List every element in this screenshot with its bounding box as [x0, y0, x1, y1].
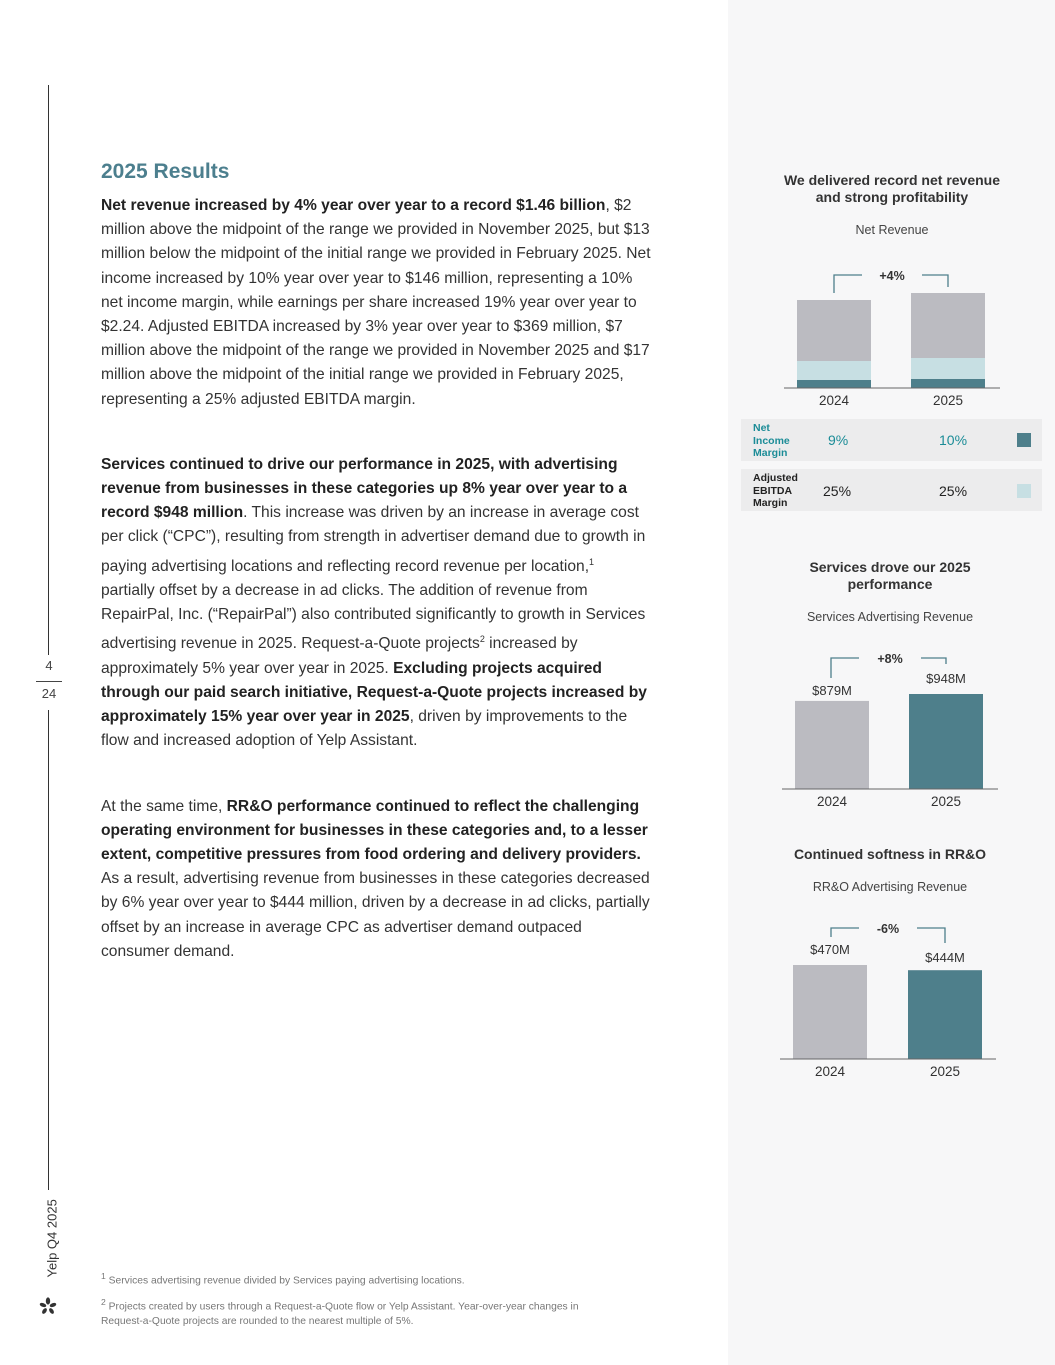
chart1-subtitle: Net Revenue — [855, 223, 929, 237]
chart1-title: We delivered record net revenue and strong profitability — [783, 172, 1001, 205]
p2-bold1: Services continued to drive our performance in 2025, with advertising revenue from businesses in these categories up 8% year over year to a record $948 million — [101, 455, 628, 522]
footnote-2: $^2$ Projects created by users through a Request-a-Quote flow or Yelp Assistant. Year-over-year changes in Request-a-Quote projects are rounded to the nearest multiple of 5%. — [101, 1297, 579, 1327]
net-income-margin-2024: 9% — [828, 432, 849, 448]
footnote-1: $^1$ Services advertising revenue divided by Services paying advertising locations. — [101, 1271, 465, 1287]
net-income-margin-2025: 10% — [939, 432, 968, 448]
footnotes — [101, 1269, 621, 1336]
chart1-bar-2025-base — [911, 379, 985, 388]
paragraph-services — [101, 453, 651, 754]
chart3-title: Continued softness in RR&O — [793, 846, 987, 862]
chart2-bracket-right — [921, 658, 946, 664]
page-current: 4 — [45, 658, 53, 673]
p2-text3: increased by approximately 5% year over year in 2025. — [101, 635, 578, 677]
footnote-ref-1: 1 — [589, 556, 595, 567]
chart2-bracket-left — [831, 658, 859, 678]
section-title: 2025 Results — [101, 160, 230, 183]
chart1-bar-2024-mid — [797, 361, 871, 380]
chart2-services — [770, 640, 1010, 815]
adjusted-ebitda-margin-2024: 25% — [823, 483, 852, 499]
paragraph-rro — [101, 795, 651, 964]
chart1-bracket-left — [834, 275, 862, 293]
chart1-bracket-right — [922, 275, 948, 287]
page-divider — [36, 681, 62, 682]
footnote-ref-2: 2 — [479, 634, 485, 645]
chart1-bar-2025-mid — [911, 358, 985, 379]
chart3-xtick-2024: 2024 — [814, 1064, 846, 1079]
chart3-bracket-right — [917, 928, 945, 943]
p3-text1: At the same time, — [101, 797, 227, 815]
adjusted-ebitda-margin-2025: 25% — [939, 483, 968, 499]
chart3-rro — [770, 910, 1010, 1085]
p2-text4: , driven by improvements to the flow and increased adoption of Yelp Assistant. — [101, 708, 628, 750]
net-income-swatch — [1017, 433, 1031, 447]
yelp-burst-icon — [38, 1296, 58, 1321]
p1-text: , $2 million above the midpoint of the range we provided in November 2025, but $13 million below the midpoint of the initial range we provided in February 2025. Net income increased by 10% year over year to $146 million, representing a 10% net income margin, while earnings per share increased 19% year over year to $2.24. Adjusted EBITDA increased by 3% year over year to $369 million, $7 million above the midpoint of the range we provided in November 2025 and $17 million above the midpoint of the initial range we provided in February 2025, representing a 25% adjusted EBITDA margin. — [101, 197, 651, 408]
chart1-net-revenue — [760, 255, 1040, 415]
chart3-bracket-left — [831, 928, 859, 937]
p2-text2: partially offset by a decrease in ad clicks. The addition of revenue from RepairPal, Inc. (“RepairPal”) also contributed significantly to growth in Services advertising revenue in 2025. Request-a-Quote projects — [101, 582, 646, 653]
chart2-change-label: +8% — [877, 652, 903, 666]
chart2-bar-2024 — [795, 701, 869, 789]
chart2-subtitle: Services Advertising Revenue — [806, 610, 974, 624]
p3-bold: RR&O performance continued to reflect the challenging operating environment for businesses in these categories and, to a lesser extent, competitive pressures from food ordering and delivery providers. — [101, 797, 648, 864]
chart2-xtick-2025: 2025 — [930, 794, 962, 809]
chart2-bar-2025 — [909, 694, 983, 789]
p2-bold2: Excluding projects acquired through our paid search initiative, Request-a-Quote projects increased by approximately 15% year over year in 2025 — [101, 659, 647, 726]
chart3-xtick-2025: 2025 — [929, 1064, 961, 1079]
net-income-margin-label: Net Income Margin — [753, 422, 790, 459]
chart2-value-label-2025: $948M — [926, 671, 966, 686]
chart3-bar-2024 — [793, 965, 867, 1059]
adjusted-ebitda-margin-label: Adjusted EBITDA Margin — [753, 472, 798, 509]
chart3-change-label: -6% — [876, 922, 900, 936]
chart1-bar-2025-top — [911, 293, 985, 358]
page-total: 24 — [41, 686, 57, 701]
sidebar-line-top — [48, 85, 49, 655]
report-label: Yelp Q4 2025 — [44, 1199, 60, 1278]
paragraph-net-revenue — [101, 194, 651, 412]
chart2-xtick-2024: 2024 — [816, 794, 848, 809]
sidebar-line-bottom — [48, 710, 49, 1190]
chart1-xtick-2024: 2024 — [818, 393, 850, 408]
chart1-change-label: +4% — [879, 269, 905, 283]
p2-text1: . This increase was driven by an increase in average cost per click (“CPC”), resulting from strength in advertiser demand due to growth in paying advertising locations and reflecting record revenue per location, — [101, 504, 646, 575]
chart1-xtick-2025: 2025 — [932, 393, 964, 408]
chart2-value-label-2024: $879M — [812, 683, 852, 698]
p3-text2: As a result, advertising revenue from businesses in these categories decreased by 6% year over year to $444 million, driven by a decrease in ad clicks, partially offset by an increase in average CPC as advertiser demand outpaced consumer demand. — [101, 870, 650, 960]
chart1-bar-2024-base — [797, 380, 871, 388]
chart2-title: Services drove our 2025 performance — [809, 559, 971, 592]
p1-bold: Net revenue increased by 4% year over year to a record $1.46 billion — [101, 197, 606, 214]
net-income-margin-row — [741, 419, 1042, 461]
chart3-subtitle: RR&O Advertising Revenue — [812, 880, 968, 894]
chart3-value-label-2025: $444M — [925, 950, 965, 965]
chart1-bar-2024-top — [797, 300, 871, 361]
adjusted-ebitda-swatch — [1017, 484, 1031, 498]
chart3-value-label-2024: $470M — [810, 942, 850, 957]
chart3-bar-2025 — [908, 970, 982, 1059]
main-content — [101, 160, 651, 1005]
adjusted-ebitda-margin-row — [741, 469, 1042, 511]
